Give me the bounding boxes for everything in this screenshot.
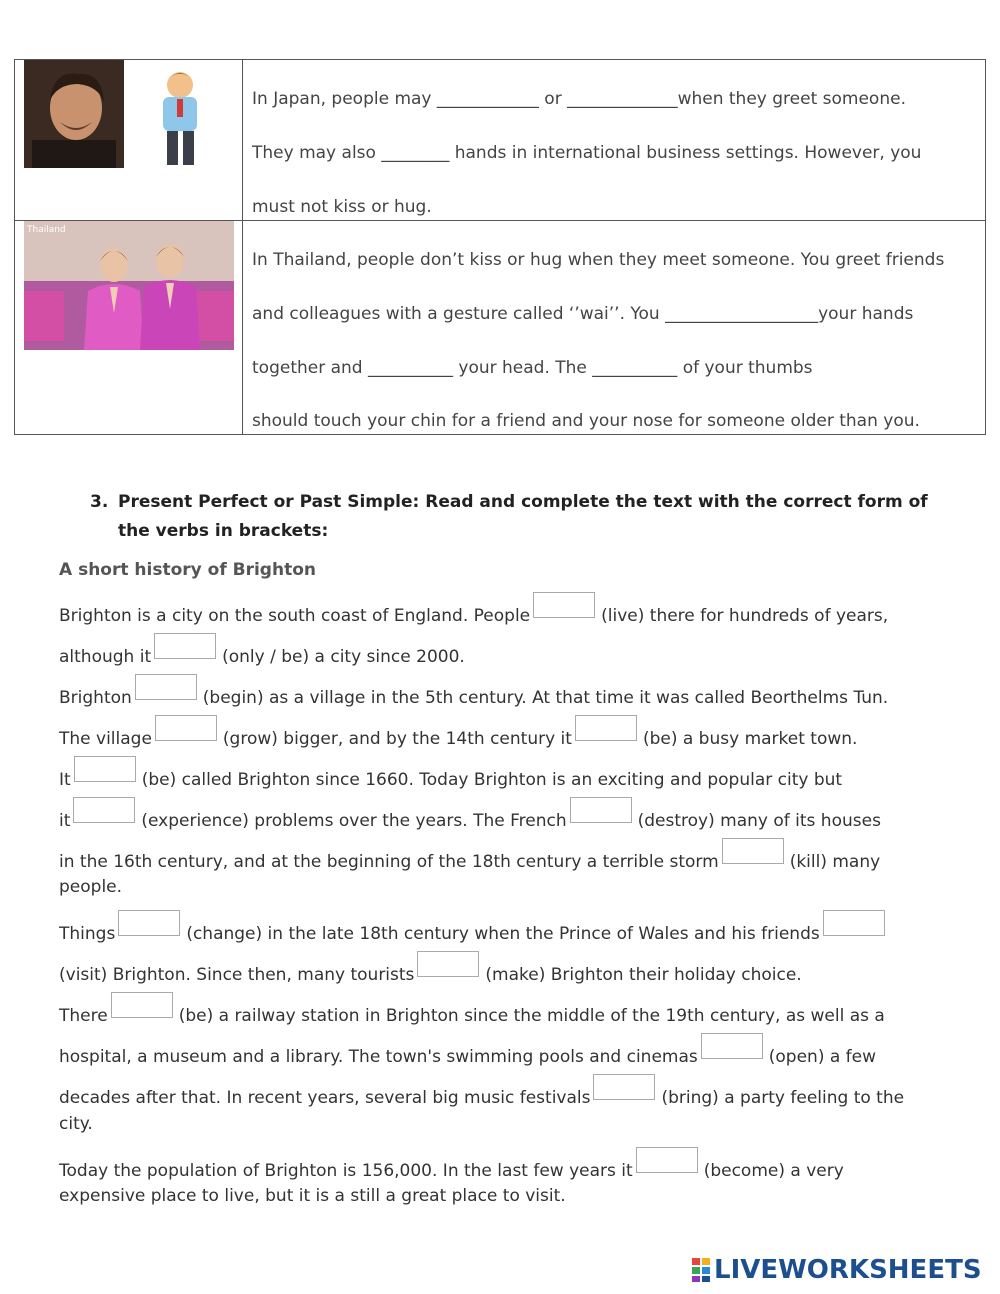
image-cell (15, 60, 243, 220)
text-segment: The village (59, 729, 152, 749)
thai-wai-photo (24, 221, 234, 350)
text-segment: (only / be) a city since 2000. (222, 647, 465, 667)
text-line (59, 1114, 93, 1134)
answer-input[interactable] (155, 715, 217, 741)
text-line (59, 723, 857, 749)
answer-input[interactable] (154, 633, 216, 659)
text-title: A short history of Brighton (59, 560, 316, 580)
text-segment: (bring) a party feeling to the (661, 1088, 905, 1108)
text-segment: (begin) as a village in the 5th century. At that time it was called Beorthelms Tun. (202, 688, 889, 708)
photo-caption: Thailand (27, 225, 66, 235)
text-line (59, 1082, 904, 1108)
exercise-instruction: Present Perfect or Past Simple: Read and complete the text with the correct form of the verbs in brackets: (118, 492, 928, 541)
answer-input[interactable] (570, 797, 632, 823)
answer-input[interactable] (701, 1033, 763, 1059)
liveworksheets-logo[interactable] (692, 1255, 982, 1285)
text-segment: people. (59, 877, 123, 897)
answer-input[interactable] (74, 756, 136, 782)
text-line: together and __________ your head. The __________ of your thumbs (252, 358, 813, 378)
text-line (59, 764, 842, 790)
text-segment: city. (59, 1114, 93, 1134)
text-segment: (open) a few (768, 1047, 877, 1067)
text-line (59, 1000, 885, 1026)
text-line (59, 1041, 876, 1067)
text-segment: (change) in the late 18th century when the Prince of Wales and his friends (186, 924, 820, 944)
text-segment: (live) there for hundreds of years, (601, 606, 889, 626)
text-line (59, 805, 881, 831)
text-segment: (be) a busy market town. (642, 729, 858, 749)
text-segment: (become) a very (703, 1161, 844, 1181)
text-segment: Brighton (59, 688, 132, 708)
text-line: must not kiss or hug. (252, 197, 432, 217)
text-segment: Today the population of Brighton is 156,000. In the last few years it (59, 1161, 633, 1181)
text-segment: although it (59, 647, 152, 667)
text-line: should touch your chin for a friend and your nose for someone older than you. (252, 411, 920, 431)
text-segment: (experience) problems over the years. The French (141, 811, 567, 831)
answer-input[interactable] (636, 1147, 698, 1173)
text-segment: (make) Brighton their holiday choice. (485, 965, 802, 985)
text-segment: (grow) bigger, and by the 14th century it (222, 729, 572, 749)
greetings-table (14, 59, 986, 435)
text-segment: Brighton is a city on the south coast of England. People (59, 606, 531, 626)
text-segment: (destroy) many of its houses (637, 811, 881, 831)
brand-name: LIVEWORKSHEETS (714, 1255, 982, 1285)
text-line (59, 682, 888, 708)
answer-input[interactable] (417, 951, 479, 977)
text-line (59, 600, 888, 626)
text-segment: Things (59, 924, 116, 944)
text-line (59, 1186, 566, 1206)
text-segment: in the 16th century, and at the beginning of the 18th century a terrible storm (59, 852, 719, 872)
text-line (59, 846, 880, 872)
image-cell (15, 221, 243, 435)
text-segment: it (59, 811, 71, 831)
text-line: In Thailand, people don’t kiss or hug when they meet someone. You greet friends (252, 250, 945, 270)
text-segment: decades after that. In recent years, several big music festivals (59, 1088, 591, 1108)
text-segment: hospital, a museum and a library. The town's swimming pools and cinemas (59, 1047, 698, 1067)
text-segment: (kill) many (789, 852, 881, 872)
answer-input[interactable] (73, 797, 135, 823)
man-smiling-photo (24, 60, 124, 168)
answer-input[interactable] (533, 592, 595, 618)
text-line: They may also ________ hands in international business settings. However, you (252, 143, 922, 163)
text-segment: (be) a railway station in Brighton since the middle of the 19th century, as well as a (178, 1006, 885, 1026)
text-line (59, 877, 122, 897)
answer-input[interactable] (111, 992, 173, 1018)
logo-icon (692, 1258, 710, 1282)
text-segment: It (59, 770, 71, 790)
answer-input[interactable] (575, 715, 637, 741)
text-line (59, 918, 891, 944)
table-row-japan (15, 60, 985, 221)
answer-input[interactable] (823, 910, 885, 936)
text-line (59, 959, 802, 985)
answer-input[interactable] (118, 910, 180, 936)
text-line: In Japan, people may ____________ or _____________when they greet someone. (252, 89, 906, 109)
text-segment: There (59, 1006, 108, 1026)
exercise-number: 3. (90, 492, 109, 512)
answer-input[interactable] (722, 838, 784, 864)
answer-input[interactable] (135, 674, 197, 700)
answer-input[interactable] (593, 1074, 655, 1100)
text-segment: expensive place to live, but it is a still a great place to visit. (59, 1186, 566, 1206)
text-segment: (be) called Brighton since 1660. Today Brighton is an exciting and popular city but (141, 770, 843, 790)
text-line: and colleagues with a gesture called ‘’wai’’. You __________________your hands (252, 304, 914, 324)
text-line (59, 641, 465, 667)
text-segment: (visit) Brighton. Since then, many tourists (59, 965, 415, 985)
text-line (59, 1155, 844, 1181)
table-row-thailand (15, 221, 985, 435)
bowing-person-icon (127, 65, 234, 167)
